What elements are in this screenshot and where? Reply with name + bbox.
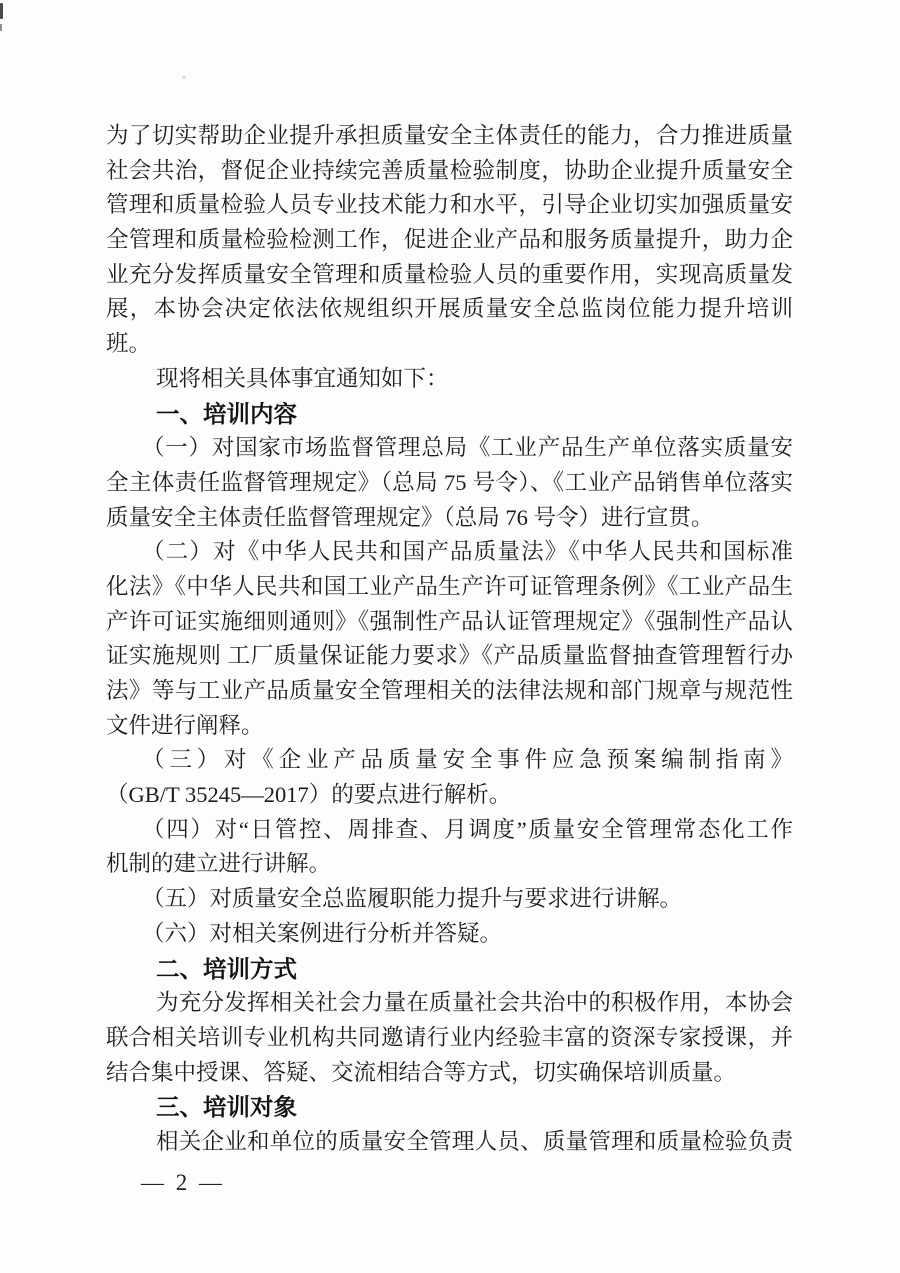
document-content (106, 119, 793, 1160)
text-line: 结合集中授课、答疑、交流相结合等方式，切实确保培训质量。 (106, 1059, 737, 1085)
text-line: 法》等与工业产品质量安全管理相关的法律法规和部门规章与规范性 (106, 678, 793, 703)
text-line: 证实施规则 工厂质量保证能力要求》《产品质量监督抽查管理暂行办 (106, 643, 793, 669)
scan-edge-artifact (0, 24, 2, 31)
text-line: （一）对国家市场监督管理总局《工业产品生产单位落实质量安 (142, 435, 793, 461)
text-line: （六）对相关案例进行分析并答疑。 (142, 920, 503, 946)
text-line: （五）对质量安全总监履职能力提升与要求进行讲解。 (142, 886, 683, 912)
text-line: 质量安全主体责任监督管理规定》（总局 76 号令）进行宣贯。 (106, 504, 714, 530)
text-line: 产许可证实施细则通则》《强制性产品认证管理规定》《强制性产品认 (106, 608, 793, 634)
text-line: 班。 (106, 331, 152, 357)
text-line: 相关企业和单位的质量安全管理人员、质量管理和质量检验负责 (156, 1128, 793, 1154)
scan-edge-artifact (0, 3, 3, 19)
text-line: 化法》《中华人民共和国工业产品生产许可证管理条例》《工业产品生 (106, 573, 793, 599)
text-line: 机制的建立进行讲解。 (106, 851, 332, 877)
text-line: 全主体责任监督管理规定》（总局 75 号令）、《工业产品销售单位落实 (106, 469, 793, 495)
section-heading: 一、培训内容 (156, 400, 297, 427)
text-line: 管理和质量检验人员专业技术能力和水平，引导企业切实加强质量安 (106, 192, 793, 218)
text-line: （二）对《中华人民共和国产品质量法》《中华人民共和国标准 (142, 539, 793, 565)
page-number: — 2 — (141, 1170, 225, 1195)
text-line: 业充分发挥质量安全管理和质量检验人员的重要作用，实现高质量发 (106, 261, 793, 287)
text-line: （四）对“日管控、周排查、月调度”质量安全管理常态化工作 (142, 816, 793, 842)
text-line: 展，本协会决定依法依规组织开展质量安全总监岗位能力提升培训 (106, 296, 793, 322)
text-line: 全管理和质量检验检测工作，促进企业产品和服务质量提升，助力企 (106, 227, 793, 253)
text-line: 为了切实帮助企业提升承担质量安全主体责任的能力，合力推进质量 (106, 123, 793, 148)
text-line: 联合相关培训专业机构共同邀请行业内经验丰富的资深专家授课，并 (106, 1024, 793, 1050)
text-line: 社会共治，督促企业持续完善质量检验制度，协助企业提升质量安全 (106, 157, 793, 183)
section-heading: 三、培训对象 (156, 1094, 297, 1121)
text-line: （三）对《企业产品质量安全事件应急预案编制指南》 (142, 747, 793, 773)
text-line: 现将相关具体事宜通知如下： (156, 365, 449, 391)
text-line: （GB/T 35245—2017）的要点进行解析。 (106, 782, 512, 808)
section-heading: 二、培训方式 (156, 955, 297, 982)
text-line: 为充分发挥相关社会力量在质量社会共治中的积极作用，本协会 (156, 990, 793, 1016)
text-line: 文件进行阐释。 (106, 712, 264, 738)
scan-speck (182, 76, 186, 79)
